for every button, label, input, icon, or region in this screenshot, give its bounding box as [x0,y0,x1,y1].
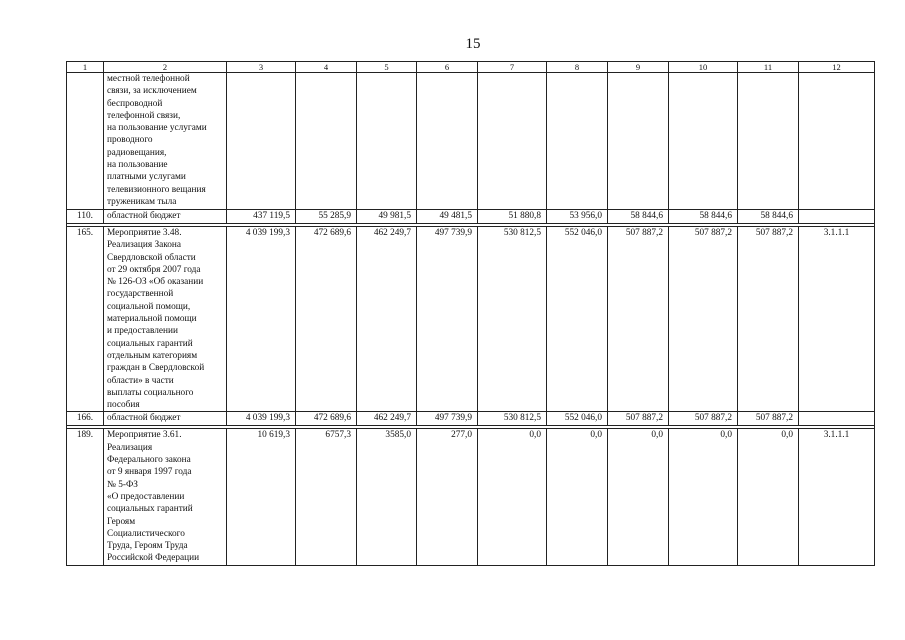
value-cell: 58 844,6 [608,210,669,224]
value-cell: 58 844,6 [669,210,738,224]
table-row-measure [67,429,875,565]
value-cell: 53 956,0 [547,210,608,224]
column-header: 3 [227,62,296,73]
row-description: областной бюджет [104,412,227,426]
value-cell: 462 249,7 [357,412,417,426]
budget-table [66,61,875,566]
value-cell: 0,0 [608,429,669,565]
column-header: 5 [357,62,417,73]
table-row-budget [67,412,875,426]
value-cell: 277,0 [417,429,478,565]
value-cell: 497 739,9 [417,412,478,426]
table-row-budget [67,210,875,224]
target-code: 3.1.1.1 [799,227,875,412]
value-cell: 472 689,6 [296,227,357,412]
table-row-measure [67,73,875,210]
value-cell [357,73,417,210]
value-cell: 4 039 199,3 [227,412,296,426]
column-header: 11 [738,62,799,73]
value-cell [669,73,738,210]
column-header: 8 [547,62,608,73]
value-cell: 49 981,5 [357,210,417,224]
value-cell: 6757,3 [296,429,357,565]
value-cell: 58 844,6 [738,210,799,224]
value-cell: 3585,0 [357,429,417,565]
value-cell: 437 119,5 [227,210,296,224]
value-cell: 552 046,0 [547,227,608,412]
value-cell: 552 046,0 [547,412,608,426]
value-cell: 462 249,7 [357,227,417,412]
value-cell: 507 887,2 [738,227,799,412]
value-cell: 507 887,2 [669,412,738,426]
value-cell: 472 689,6 [296,412,357,426]
row-description: местной телефонной связи, за исключением беспроводной телефонной связи, на пользование услугами проводного радиовещания, на пользование платными услугами телевизионного вещания труженикам тыла [104,73,227,210]
column-header: 1 [67,62,104,73]
value-cell: 0,0 [547,429,608,565]
value-cell: 0,0 [738,429,799,565]
column-header: 2 [104,62,227,73]
row-index: 189. [67,429,104,565]
column-header: 12 [799,62,875,73]
value-cell [547,73,608,210]
column-header: 7 [478,62,547,73]
value-cell: 0,0 [669,429,738,565]
value-cell: 507 887,2 [608,227,669,412]
column-header: 6 [417,62,478,73]
row-index: 166. [67,412,104,426]
value-cell: 507 887,2 [738,412,799,426]
column-header-row [67,62,875,73]
value-cell: 55 285,9 [296,210,357,224]
row-description: Мероприятие 3.48. Реализация Закона Свердловской области от 29 октября 2007 года № 126-ОЗ «Об оказании государственной социальной помощи, материальной помощи и предоставлении социальных гарантий отдельным категориям граждан в Свердловской области» в части выплаты социального пособия [104,227,227,412]
value-cell [608,73,669,210]
target-code [799,210,875,224]
target-code: 3.1.1.1 [799,429,875,565]
value-cell [227,73,296,210]
value-cell: 4 039 199,3 [227,227,296,412]
column-header: 4 [296,62,357,73]
value-cell: 10 619,3 [227,429,296,565]
target-code [799,412,875,426]
row-index [67,73,104,210]
value-cell: 497 739,9 [417,227,478,412]
value-cell [738,73,799,210]
row-index: 165. [67,227,104,412]
value-cell: 530 812,5 [478,412,547,426]
value-cell: 530 812,5 [478,227,547,412]
table-row-measure [67,227,875,412]
value-cell [417,73,478,210]
value-cell: 0,0 [478,429,547,565]
value-cell [478,73,547,210]
value-cell: 49 481,5 [417,210,478,224]
target-code [799,73,875,210]
value-cell: 507 887,2 [669,227,738,412]
column-header: 10 [669,62,738,73]
value-cell: 507 887,2 [608,412,669,426]
row-description: областной бюджет [104,210,227,224]
row-description: Мероприятие 3.61. Реализация Федерального закона от 9 января 1997 года № 5-ФЗ «О предоставлении социальных гарантий Героям Социалистического Труда, Героям Труда Российской Федерации [104,429,227,565]
value-cell: 51 880,8 [478,210,547,224]
column-header: 9 [608,62,669,73]
value-cell [296,73,357,210]
row-index: 110. [67,210,104,224]
page-number: 15 [465,36,481,52]
table-body [67,73,875,566]
